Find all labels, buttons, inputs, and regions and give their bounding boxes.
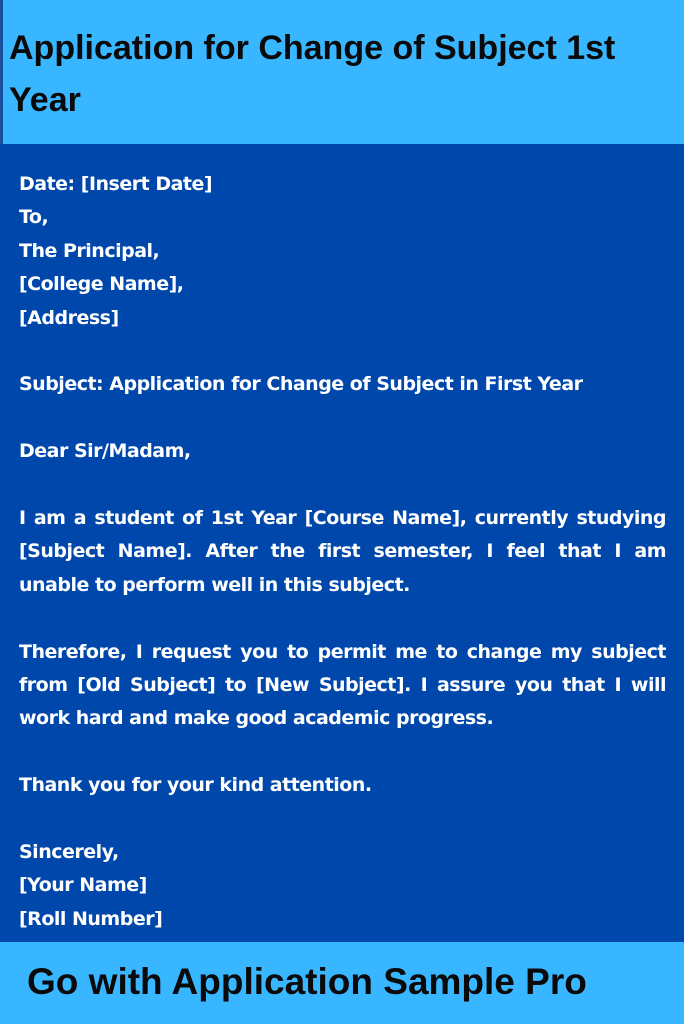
header-banner bbox=[0, 0, 684, 144]
page-title: Application for Change of Subject 1st Year bbox=[9, 29, 616, 119]
paragraph-1: I am a student of 1st Year [Course Name], currently studying [Subject Name]. After the first semester, I feel that I am unable to perform well in this subject. bbox=[19, 507, 666, 596]
recipient-line: The Principal, bbox=[19, 239, 160, 262]
footer-banner bbox=[0, 942, 684, 1024]
to-line: To, bbox=[19, 206, 49, 229]
spacer bbox=[19, 402, 666, 435]
name-line: [Your Name] bbox=[19, 874, 147, 897]
spacer bbox=[19, 469, 666, 502]
college-line: [College Name], bbox=[19, 273, 184, 296]
closing-line: Sincerely, bbox=[19, 841, 119, 864]
letter-body bbox=[19, 168, 666, 936]
footer-text: Go with Application Sample Pro bbox=[27, 961, 587, 1002]
letter-panel bbox=[0, 144, 684, 942]
roll-line: [Roll Number] bbox=[19, 907, 163, 930]
spacer bbox=[19, 803, 666, 836]
spacer bbox=[19, 736, 666, 769]
address-line: [Address] bbox=[19, 306, 119, 329]
spacer bbox=[19, 335, 666, 368]
paragraph-2: Therefore, I request you to permit me to change my subject from [Old Subject] to [New Subject]. I assure you that I will work hard and make good academic progress. bbox=[19, 640, 666, 730]
date-line: Date: [Insert Date] bbox=[19, 173, 213, 195]
salutation: Dear Sir/Madam, bbox=[19, 440, 191, 463]
subject-line: Subject: Application for Change of Subject in First Year bbox=[19, 373, 583, 396]
spacer bbox=[19, 602, 666, 635]
thanks-line: Thank you for your kind attention. bbox=[19, 774, 372, 797]
